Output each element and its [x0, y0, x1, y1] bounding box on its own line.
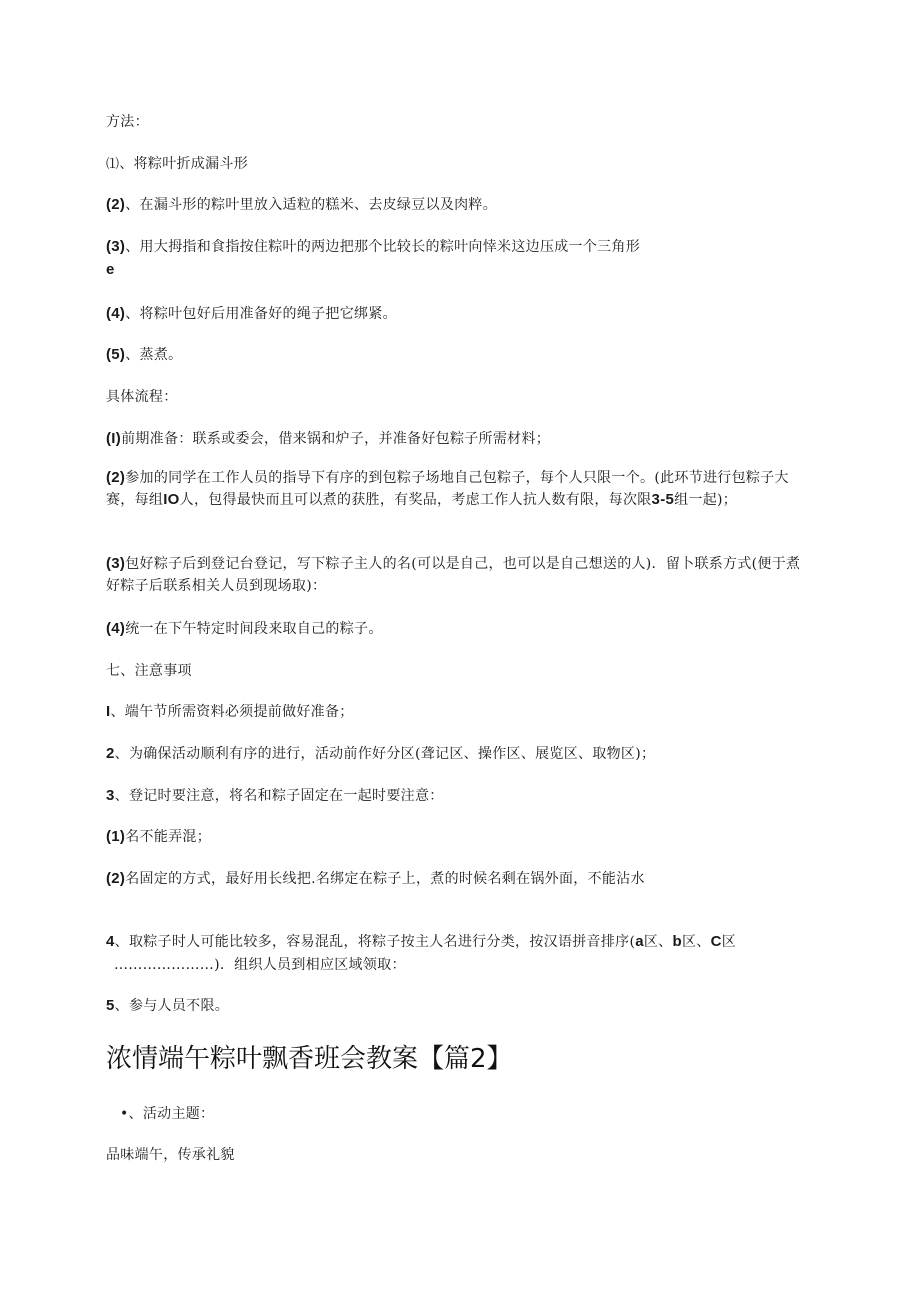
- note-number: (1): [106, 828, 126, 845]
- note-1: [106, 702, 354, 722]
- zone-a: a: [635, 933, 644, 950]
- step-2: [106, 195, 497, 215]
- process-number: (4): [106, 620, 126, 637]
- process-text: 组一起)；: [674, 492, 738, 508]
- note-text: 、参与人员不限。: [114, 998, 230, 1014]
- group-limit: 3-5: [651, 491, 675, 508]
- step-text: 、将粽叶折成漏斗形: [119, 156, 249, 172]
- step-text: 、用大拇指和食指按住粽叶的两边把那个比较长的粽叶向悻米这边压成一个三角形: [125, 239, 641, 255]
- zone-c: C: [710, 933, 722, 950]
- step-3: [106, 237, 640, 257]
- step-5: [106, 345, 182, 365]
- note-4-continued: …………………)．组织人员到相应区域领取：: [114, 957, 406, 973]
- step-4: [106, 304, 397, 324]
- note-5: [106, 996, 229, 1016]
- section-heading: 浓情端午粽叶飘香班会教案【篇2】: [106, 1044, 513, 1074]
- note-number: 3: [106, 787, 115, 804]
- note-3-2: [106, 869, 645, 889]
- process-text: 人，包得最快而且可以煮的获胜，有奖品，考虑工作人抗人数有限，每次限: [179, 492, 652, 508]
- step-text: 、在漏斗形的粽叶里放入适粒的糕米、去皮绿豆以及肉粹。: [125, 197, 498, 213]
- note-text: 、登记时要注意，将名和粽子固定在一起时要注意：: [114, 788, 444, 804]
- process-label: 具体流程：: [106, 389, 178, 405]
- note-text: 名固定的方式，最好用长线把.名绑定在粽子上，煮的时候名剩在锅外面，不能沾水: [125, 871, 645, 887]
- note-3-1: [106, 827, 211, 847]
- notes-label: 七、注意事项: [106, 663, 192, 679]
- process-text: 包好粽子后到登记台登记，写下粽子主人的名(可以是自己，也可以是自己想送的人)．留卜联系方式(便于煮好粽子后联系相关人员到现场取)：: [106, 556, 801, 594]
- step-number: (2): [106, 196, 126, 213]
- step-number: (4): [106, 305, 126, 322]
- note-2: [106, 744, 655, 764]
- process-number: (3): [106, 555, 126, 572]
- method-label: 方法：: [106, 114, 149, 130]
- note-text: 、取粽子时人可能比较多，容易混乱，将粽子按主人名进行分类，按汉语拼音排序(: [114, 934, 636, 950]
- process-3: [106, 553, 806, 597]
- step-text: 、蒸煮。: [125, 347, 183, 363]
- note-number: 4: [106, 933, 115, 950]
- step-number: ⑴: [106, 157, 120, 172]
- process-number: (I): [106, 430, 122, 447]
- group-size: IO: [163, 491, 180, 508]
- process-text: 参加的同学在工作人员的指导下有序的到包粽子场地自己包粽子，每个人只限一个。(此环节进行包粽子大赛，每组: [106, 470, 789, 508]
- step-text: 、将粽叶包好后用准备好的绳子把它绑紧。: [125, 306, 397, 322]
- process-number: (2): [106, 469, 126, 486]
- note-number: (2): [106, 870, 126, 887]
- process-1: [106, 429, 550, 449]
- process-text: 前期准备：联系或委会，借来锅和炉子，并准备好包粽子所需材料；: [121, 431, 551, 447]
- note-number: 2: [106, 745, 115, 762]
- note-number: I: [106, 703, 111, 720]
- process-text: 统一在下午特定时间段来取自己的粽子。: [125, 621, 383, 637]
- note-text: 区: [721, 934, 737, 950]
- note-text: 、端午节所需资料必须提前做好准备；: [110, 704, 354, 720]
- note-text: 名不能弄混；: [125, 829, 212, 845]
- note-3: [106, 786, 444, 806]
- note-text: 区、: [643, 934, 673, 950]
- process-2: [106, 467, 806, 511]
- step-number: (5): [106, 346, 126, 363]
- note-text: 、为确保活动顺利有序的进行，活动前作好分区(聋记区、操作区、展览区、取物区)；: [114, 746, 656, 762]
- process-4: [106, 619, 383, 639]
- note-number: 5: [106, 997, 115, 1014]
- step-3-tail: e: [106, 261, 115, 278]
- note-4: [106, 932, 736, 952]
- theme-label: •、活动主题：: [120, 1106, 215, 1122]
- note-text: 区、: [681, 934, 711, 950]
- theme-text: 品味端午，传承礼貌: [106, 1147, 235, 1163]
- step-1: [106, 154, 248, 175]
- zone-b: b: [672, 933, 682, 950]
- step-number: (3): [106, 238, 126, 255]
